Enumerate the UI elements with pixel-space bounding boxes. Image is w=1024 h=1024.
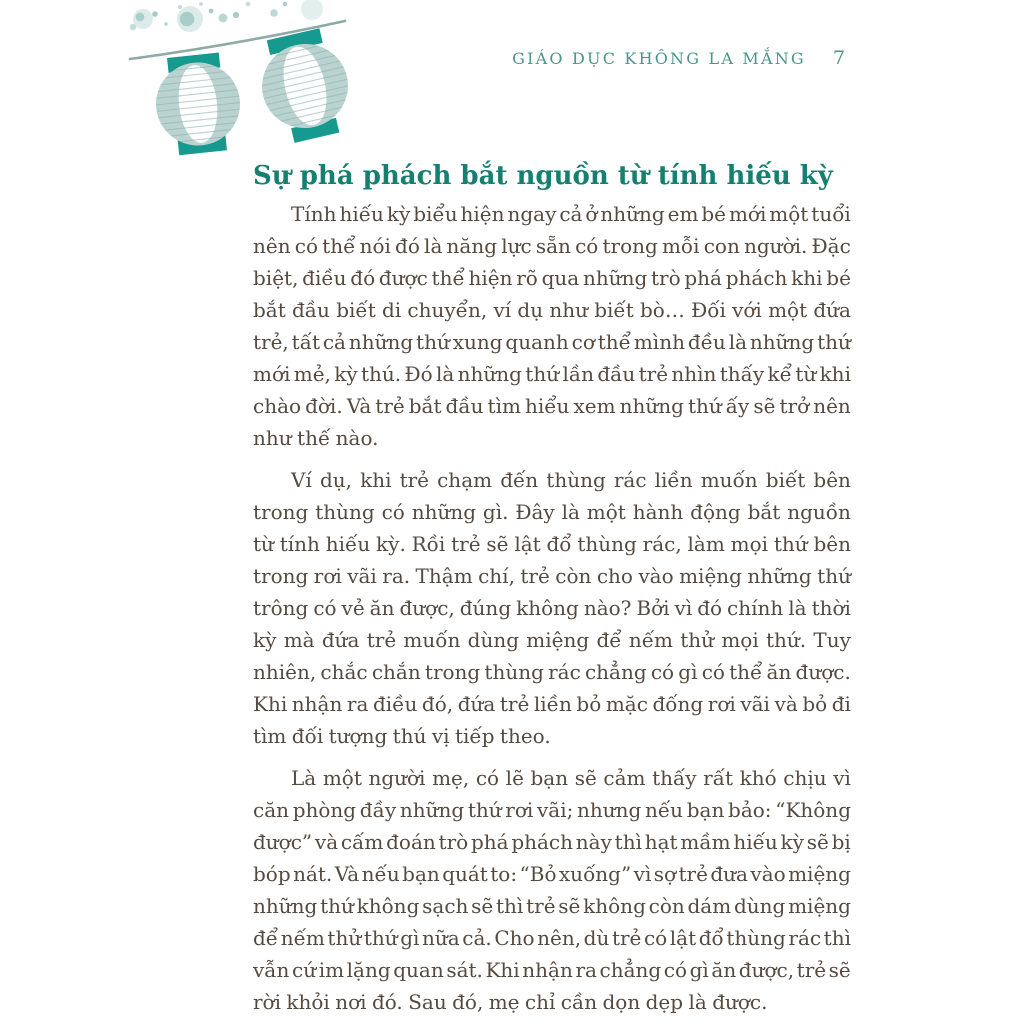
text-line: rời khỏi nơi đó. Sau đó, mẹ chỉ cần dọn dẹp là được. bbox=[253, 990, 768, 1014]
text-line: Tính hiếu kỳ biểu hiện ngay cả ở những em bé mới một tuổi bbox=[291, 202, 851, 226]
text-line: kỳ mà đứa trẻ muốn dùng miệng để nếm thử mọi thứ. Tuy bbox=[253, 628, 851, 652]
running-header bbox=[512, 47, 845, 69]
text-line: những thứ không sạch sẽ thì trẻ sẽ không còn dám dùng miệng bbox=[253, 894, 851, 918]
paragraph bbox=[253, 464, 851, 752]
section-heading: Sự phá phách bắt nguồn từ tính hiếu kỳ bbox=[253, 161, 833, 192]
text-line: Là một người mẹ, có lẽ bạn sẽ cảm thấy rất khó chịu vì bbox=[291, 766, 851, 790]
text-line: như thế nào. bbox=[253, 426, 379, 450]
text-line: căn phòng đầy những thứ rơi vãi; nhưng nếu bạn bảo: “Không bbox=[253, 798, 851, 822]
text-line: vẫn cứ im lặng quan sát. Khi nhận ra chẳng có gì ăn được, trẻ sẽ bbox=[253, 958, 851, 982]
text-line: trong rơi vãi ra. Thậm chí, trẻ còn cho vào miệng những thứ bbox=[253, 564, 851, 588]
text-line: trong thùng có những gì. Đây là một hành động bắt nguồn bbox=[253, 500, 851, 524]
text-line: Khi nhận ra điều đó, đứa trẻ liền bỏ mặc đống rơi vãi và bỏ đi bbox=[253, 692, 851, 716]
text-line: được” và cấm đoán trò phá phách này thì hạt mầm hiếu kỳ sẽ bị bbox=[253, 830, 851, 854]
text-line: bắt đầu biết di chuyển, ví dụ như biết bò… Đối với một đứa bbox=[253, 298, 851, 322]
text-line: mới mẻ, kỳ thú. Đó là những thứ lần đầu trẻ nhìn thấy kể từ khi bbox=[253, 362, 851, 386]
dots-decoration bbox=[130, 0, 323, 32]
lantern-right bbox=[251, 25, 359, 148]
text-line: trông có vẻ ăn được, đúng không nào? Bởi vì đó chính là thời bbox=[253, 596, 851, 620]
lantern-left bbox=[151, 51, 245, 157]
text-line: Ví dụ, khi trẻ chạm đến thùng rác liền muốn biết bên bbox=[291, 468, 851, 492]
text-line: để nếm thử thứ gì nữa cả. Cho nên, dù trẻ có lật đổ thùng rác thì bbox=[253, 926, 851, 950]
running-title: GIÁO DỤC KHÔNG LA MẮNG bbox=[512, 49, 806, 68]
page-number: 7 bbox=[832, 47, 845, 69]
text-line: nên có thể nói đó là năng lực sẵn có trong mỗi con người. Đặc bbox=[253, 234, 851, 258]
text-line: bóp nát. Và nếu bạn quát to: “Bỏ xuống” vì sợ trẻ đưa vào miệng bbox=[253, 862, 851, 886]
paragraph bbox=[253, 762, 851, 1018]
paragraph bbox=[253, 198, 851, 454]
text-line: nhiên, chắc chắn trong thùng rác chẳng có gì có thể ăn được. bbox=[253, 660, 851, 684]
text-line: trẻ, tất cả những thứ xung quanh cơ thể mình đều là những thứ bbox=[253, 330, 851, 354]
text-line: từ tính hiếu kỳ. Rồi trẻ sẽ lật đổ thùng rác, làm mọi thứ bên bbox=[253, 532, 851, 556]
text-line: tìm đối tượng thú vị tiếp theo. bbox=[253, 724, 551, 748]
text-block bbox=[253, 198, 851, 1018]
text-line: biệt, điều đó được thể hiện rõ qua những trò phá phách khi bé bbox=[253, 266, 851, 290]
text-line: chào đời. Và trẻ bắt đầu tìm hiểu xem những thứ ấy sẽ trở nên bbox=[253, 394, 851, 418]
